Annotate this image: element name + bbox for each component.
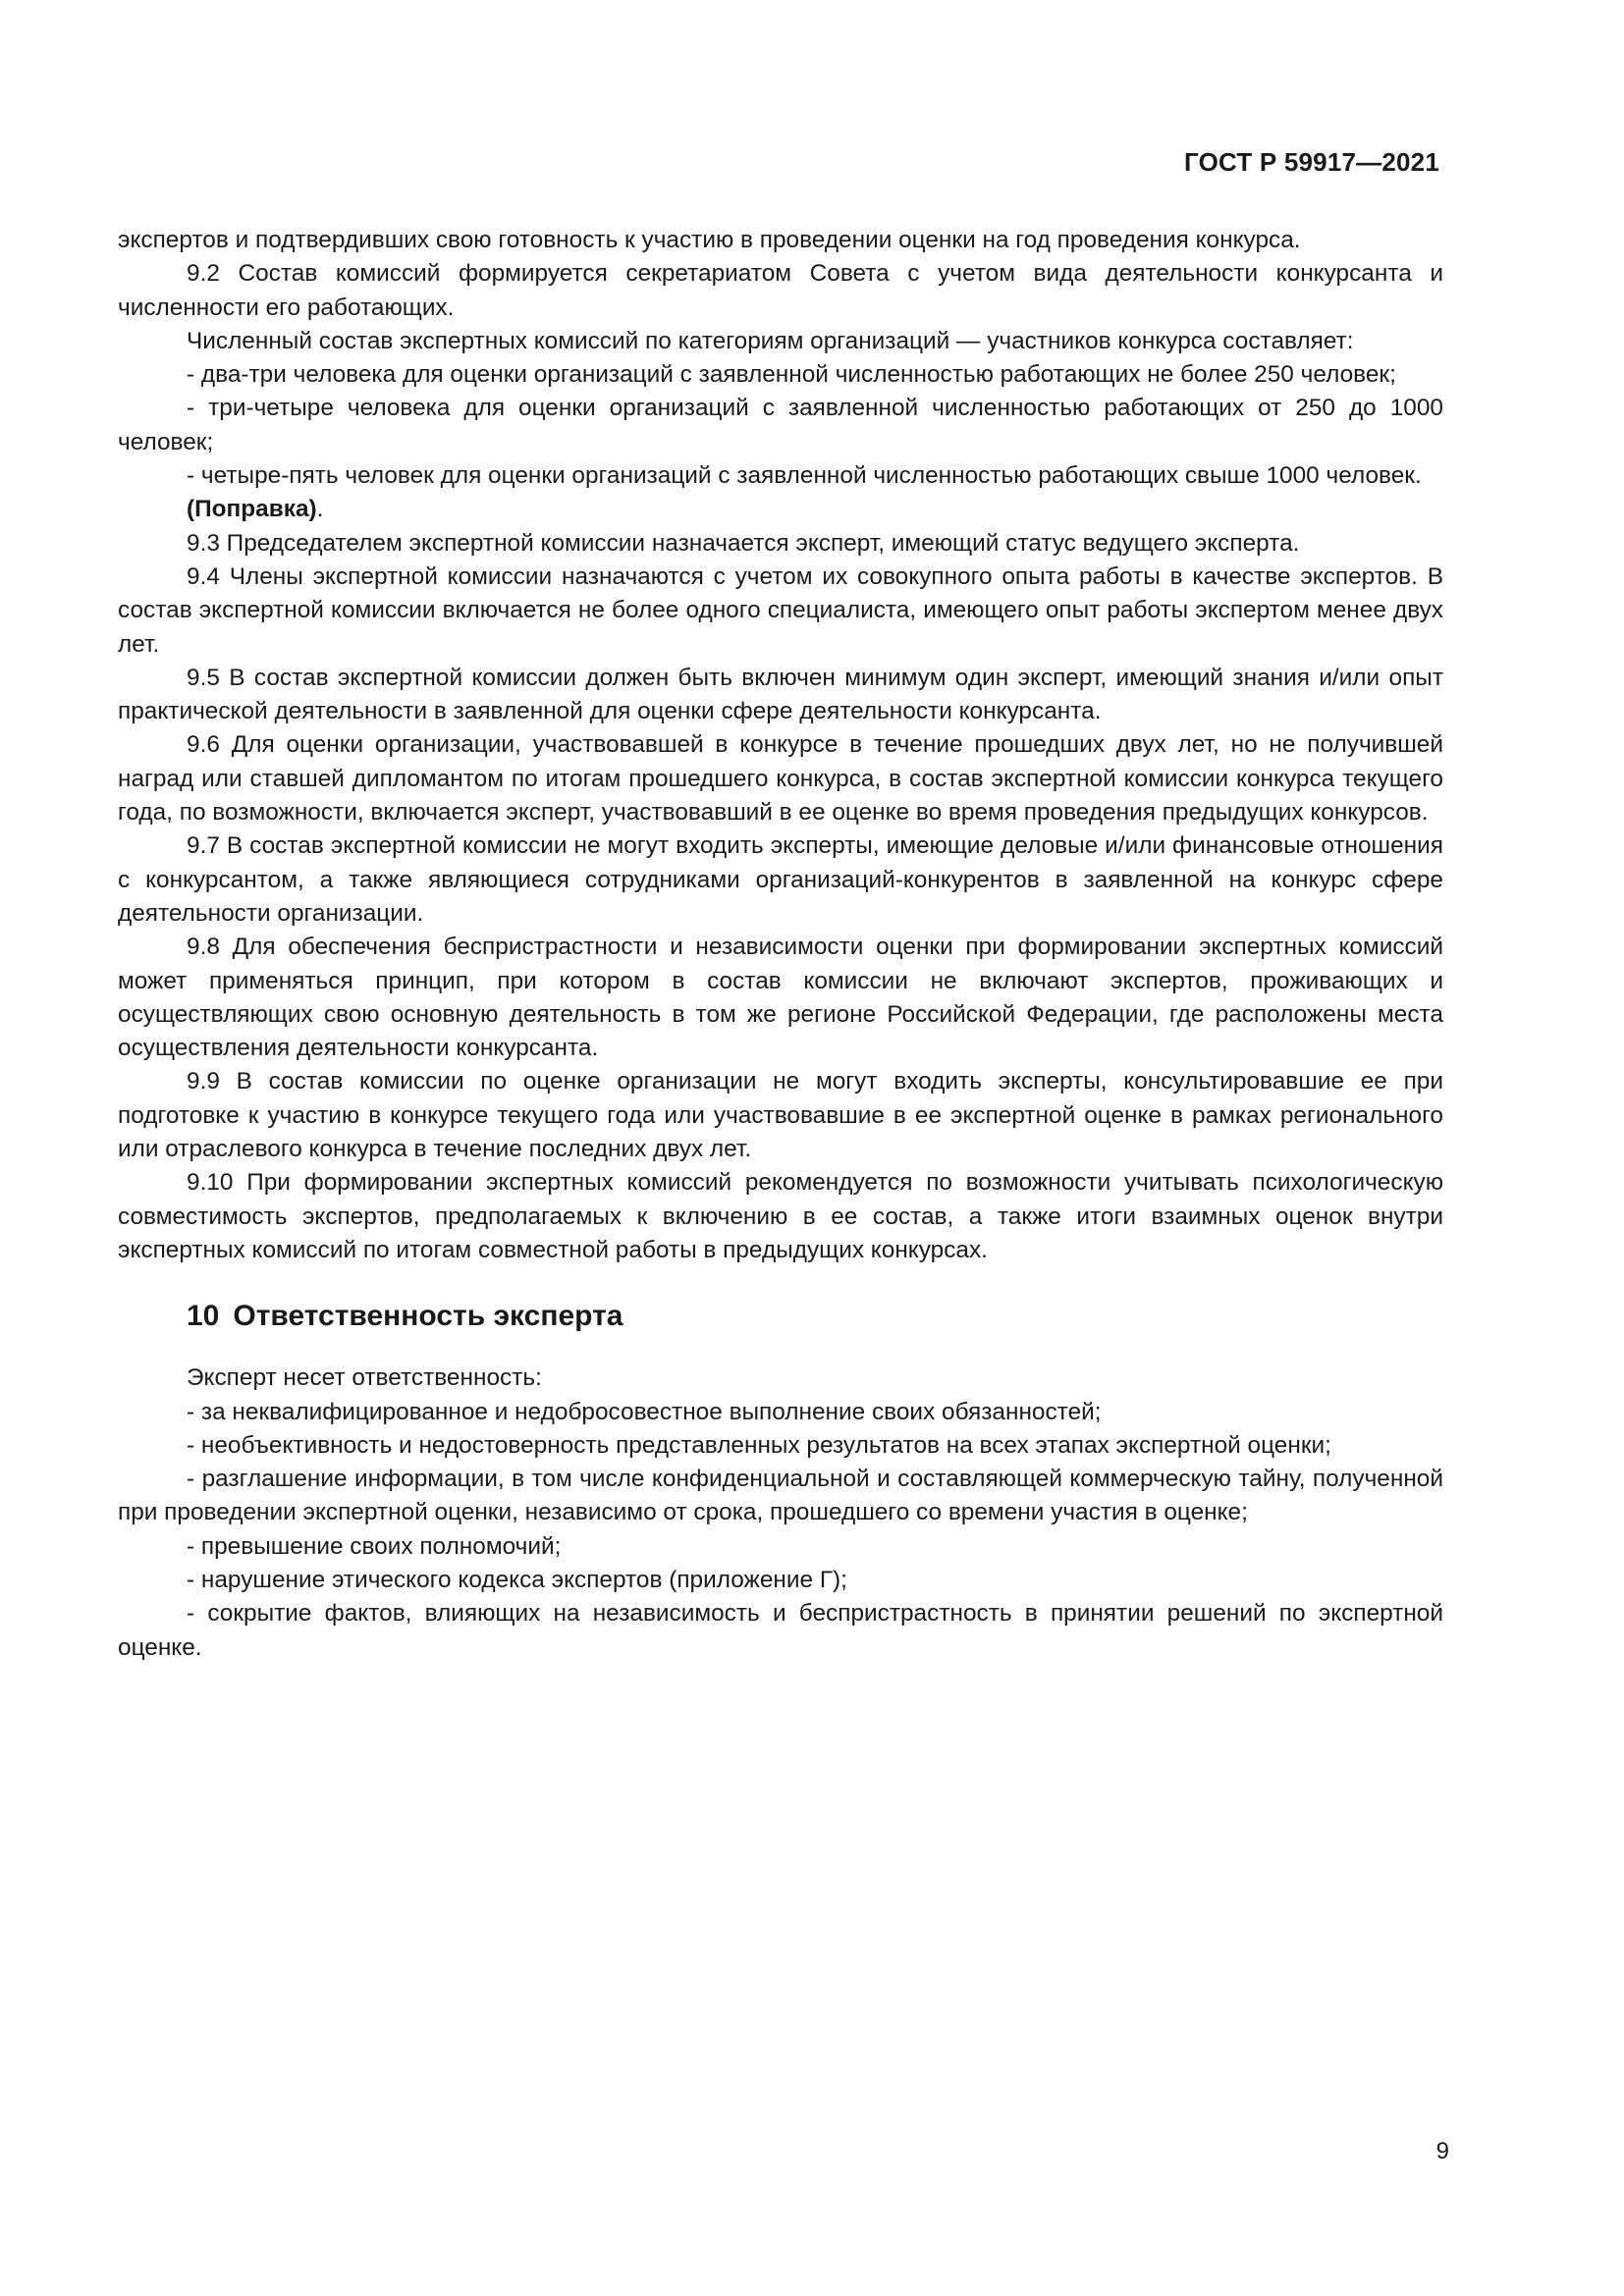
- paragraph-9-2: 9.2 Состав комиссий формируется секретариатом Совета с учетом вида деятельности конкурсанта и численности его работающих.: [118, 260, 1443, 321]
- list-item: - разглашение информации, в том числе конфиденциальной и составляющей коммерческую тайну, полученной при проведении экспертной оценки, независимо от срока, прошедшего со времени участия в оценке;: [118, 1466, 1443, 1526]
- paragraph-9-4: 9.4 Члены экспертной комиссии назначаются с учетом их совокупного опыта работы в качестве экспертов. В состав экспертной комиссии включается не более одного специалиста, имеющего опыт работы экспертом менее двух лет.: [118, 562, 1443, 658]
- paragraph-9-10: 9.10 При формировании экспертных комиссий рекомендуется по возможности учитывать психологическую совместимость экспертов, предполагаемых к включению в ее состав, а также итоги взаимных оценок внутри экспертных комиссий по итогам совместной работы в предыдущих конкурсах.: [118, 1169, 1443, 1263]
- paragraph-9-3: 9.3 Председателем экспертной комиссии назначается эксперт, имеющий статус ведущего эксперта.: [187, 529, 1300, 557]
- list-item: - сокрытие фактов, влияющих на независимость и беспристрастность в принятии решений по экспертной оценке.: [118, 1600, 1443, 1661]
- amendment-label: (Поправка): [187, 496, 317, 523]
- list-item: - три-четыре человека для оценки организаций с заявленной численностью работающих от 250 до 1000 человек;: [118, 395, 1443, 455]
- paragraph: Эксперт несет ответственность:: [187, 1364, 542, 1392]
- list-item: - необъективность и недостоверность представленных результатов на всех этапах экспертной оценки;: [187, 1431, 1331, 1459]
- page-number: 9: [1435, 2138, 1449, 2164]
- document-body: [118, 224, 1443, 1665]
- paragraph: экспертов и подтвердивших свою готовность к участию в проведении оценки на год проведения конкурса.: [118, 227, 1301, 253]
- section-heading: [118, 1297, 1443, 1336]
- section-number: 10: [187, 1300, 220, 1333]
- list-item: - нарушение этического кодекса экспертов (приложение Г);: [187, 1566, 847, 1593]
- standard-designation: ГОСТ Р 59917—2021: [1184, 147, 1439, 177]
- list-item: - за неквалифицированное и недобросовестное выполнение своих обязанностей;: [187, 1398, 1102, 1425]
- amendment-suffix: .: [316, 496, 324, 523]
- list-item: - четыре-пять человек для оценки организаций с заявленной численностью работающих свыше 1000 человек.: [187, 462, 1422, 490]
- paragraph-9-5: 9.5 В состав экспертной комиссии должен быть включен минимум один эксперт, имеющий знания и/или опыт практической деятельности в заявленной для оценки сфере деятельности конкурсанта.: [118, 664, 1443, 725]
- list-item: - два-три человека для оценки организаций с заявленной численностью работающих не более 250 человек;: [187, 361, 1396, 389]
- paragraph-9-8: 9.8 Для обеспечения беспристрастности и независимости оценки при формировании экспертных комиссий может применяться принцип, при котором в состав комиссии не включают экспертов, проживающих и осуществляющих свою основную деятельность в том же регионе Российской Федерации, где расположены места осуществления деятельности конкурсанта.: [118, 934, 1443, 1062]
- paragraph-9-9: 9.9 В состав комиссии по оценке организации не могут входить эксперты, консультировавшие ее при подготовке к участию в конкурсе текущего года или участвовавшие в ее экспертной оценке в рамках регионального или отраслевого конкурса в течение последних двух лет.: [118, 1068, 1443, 1163]
- amendment-note: [118, 493, 1443, 526]
- list-item: - превышение своих полномочий;: [187, 1532, 562, 1560]
- paragraph-9-6: 9.6 Для оценки организации, участвовавшей в конкурсе в течение прошедших двух лет, но не получившей наград или ставшей дипломантом по итогам прошедшего конкурса, в состав экспертной комиссии конкурса текущего года, по возможности, включается эксперт, участвовавший в ее оценке во время проведения предыдущих конкурсов.: [118, 731, 1443, 827]
- paragraph-9-7: 9.7 В состав экспертной комиссии не могут входить эксперты, имеющие деловые и/или финансовые отношения с конкурсантом, а также являющиеся сотрудниками организаций-конкурентов в заявленной на конкурс сфере деятельности организации.: [118, 832, 1443, 927]
- section-title: Ответственность эксперта: [233, 1300, 623, 1333]
- paragraph: Численный состав экспертных комиссий по категориям организаций — участников конкурса составляет:: [187, 327, 1354, 354]
